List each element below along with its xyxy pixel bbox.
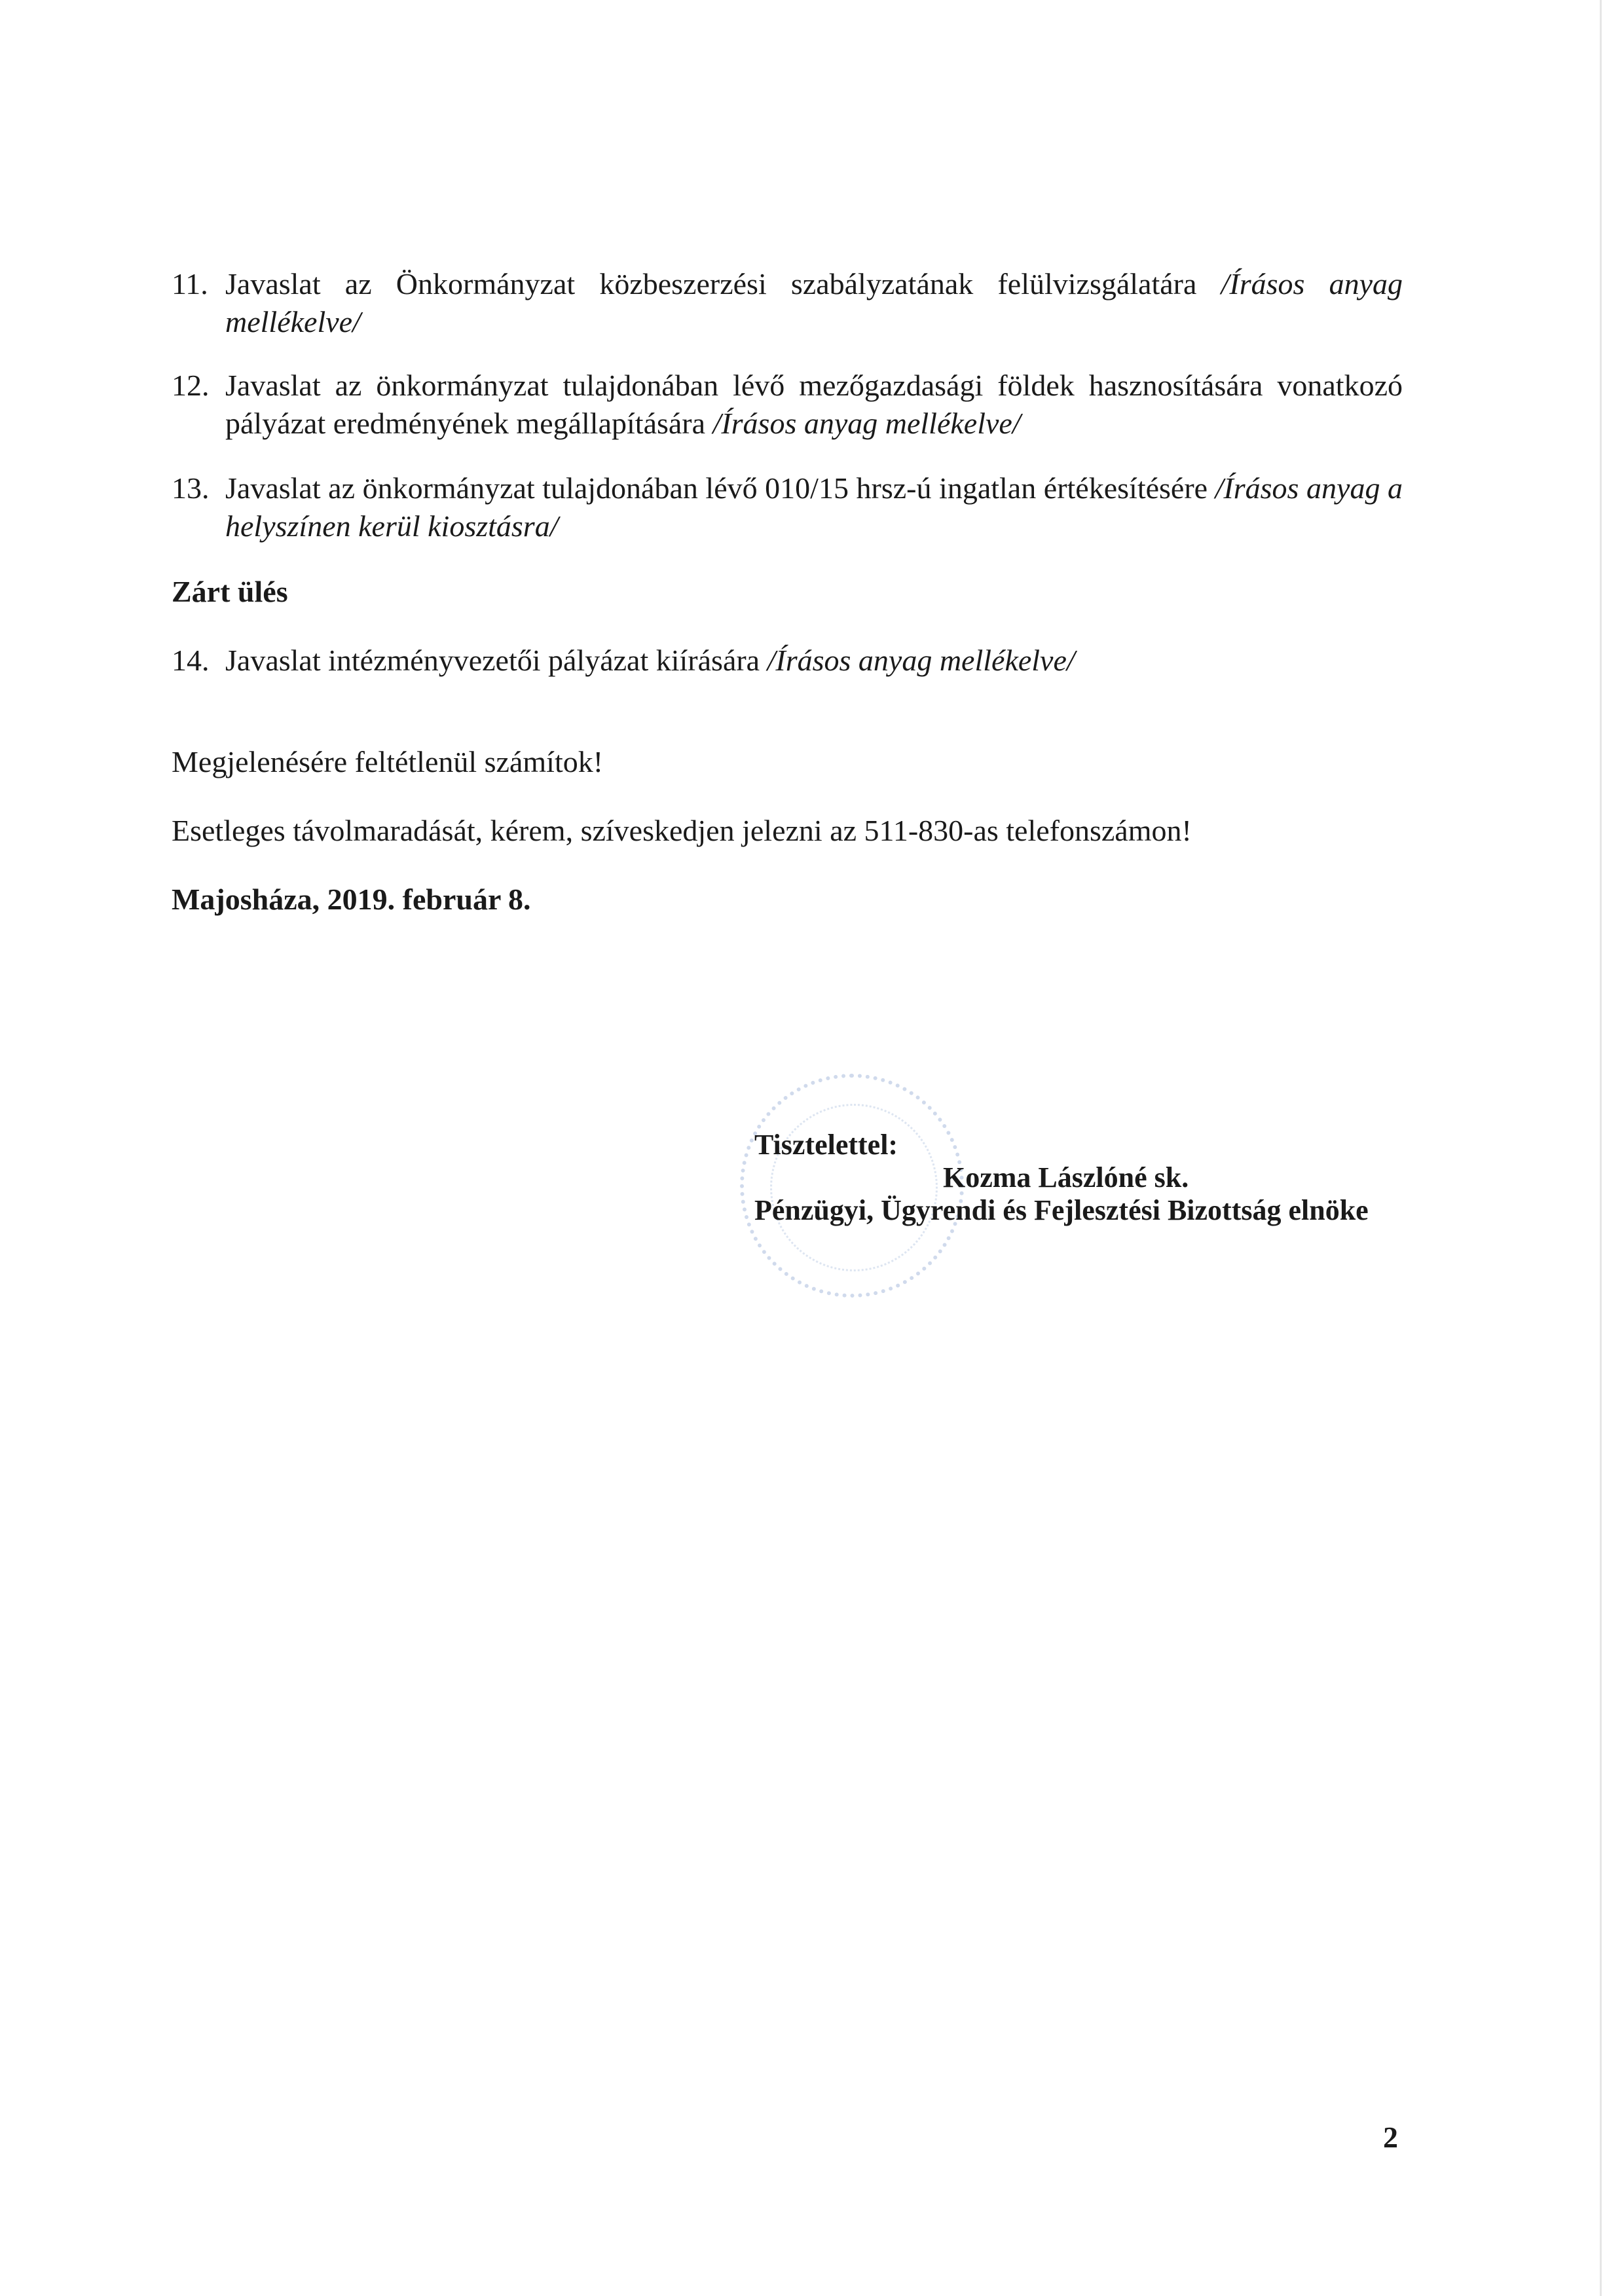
agenda-item-13 xyxy=(172,469,1403,545)
agenda-item-number: 14. xyxy=(172,644,210,677)
agenda-item-14 xyxy=(172,642,1403,680)
closing-line-absence: Esetleges távolmaradását, kérem, szíveskedjen jelezni az 511-830-as telefonszámon! xyxy=(172,814,1192,847)
closed-session-heading: Zárt ülés xyxy=(172,575,288,608)
agenda-item-number: 13. xyxy=(172,471,210,505)
agenda-item-note: /Írásos anyag mellékelve/ xyxy=(712,407,1021,440)
agenda-item-note: /Írásos anyag mellékelve/ xyxy=(767,644,1075,677)
agenda-item-note: /Írásos anyag mellékelve/ xyxy=(225,267,1403,338)
agenda-item-number: 12. xyxy=(172,369,210,402)
page-edge xyxy=(1600,0,1602,2296)
page-number: 2 xyxy=(1383,2121,1398,2154)
signature-greeting: Tisztelettel: xyxy=(754,1129,898,1161)
agenda-item-text: Javaslat az önkormányzat tulajdonában lévő 010/15 hrsz-ú ingatlan értékesítésére xyxy=(225,471,1208,505)
agenda-item-12 xyxy=(172,367,1403,443)
agenda-item-11 xyxy=(172,265,1403,341)
agenda-item-text: Javaslat az önkormányzat tulajdonában lévő mezőgazdasági földek hasznosítására vonatkozó pályázat eredményének megállapítására xyxy=(225,369,1403,440)
official-stamp xyxy=(740,1074,964,1298)
closing-line-attendance: Megjelenésére feltétlenül számítok! xyxy=(172,745,604,778)
signature-name: Kozma Lászlóné sk. xyxy=(943,1161,1189,1194)
agenda-item-text: Javaslat az Önkormányzat közbeszerzési szabályzatának felülvizsgálatára xyxy=(225,267,1197,301)
signature-title: Pénzügyi, Ügyrendi és Fejlesztési Bizottság elnöke xyxy=(754,1194,1369,1226)
agenda-item-note: /Írásos anyag a helyszínen kerül kiosztásra/ xyxy=(225,471,1403,543)
place-and-date: Majosháza, 2019. február 8. xyxy=(172,883,531,916)
agenda-item-number: 11. xyxy=(172,267,208,301)
agenda-item-text: Javaslat intézményvezetői pályázat kiírására xyxy=(225,644,760,677)
